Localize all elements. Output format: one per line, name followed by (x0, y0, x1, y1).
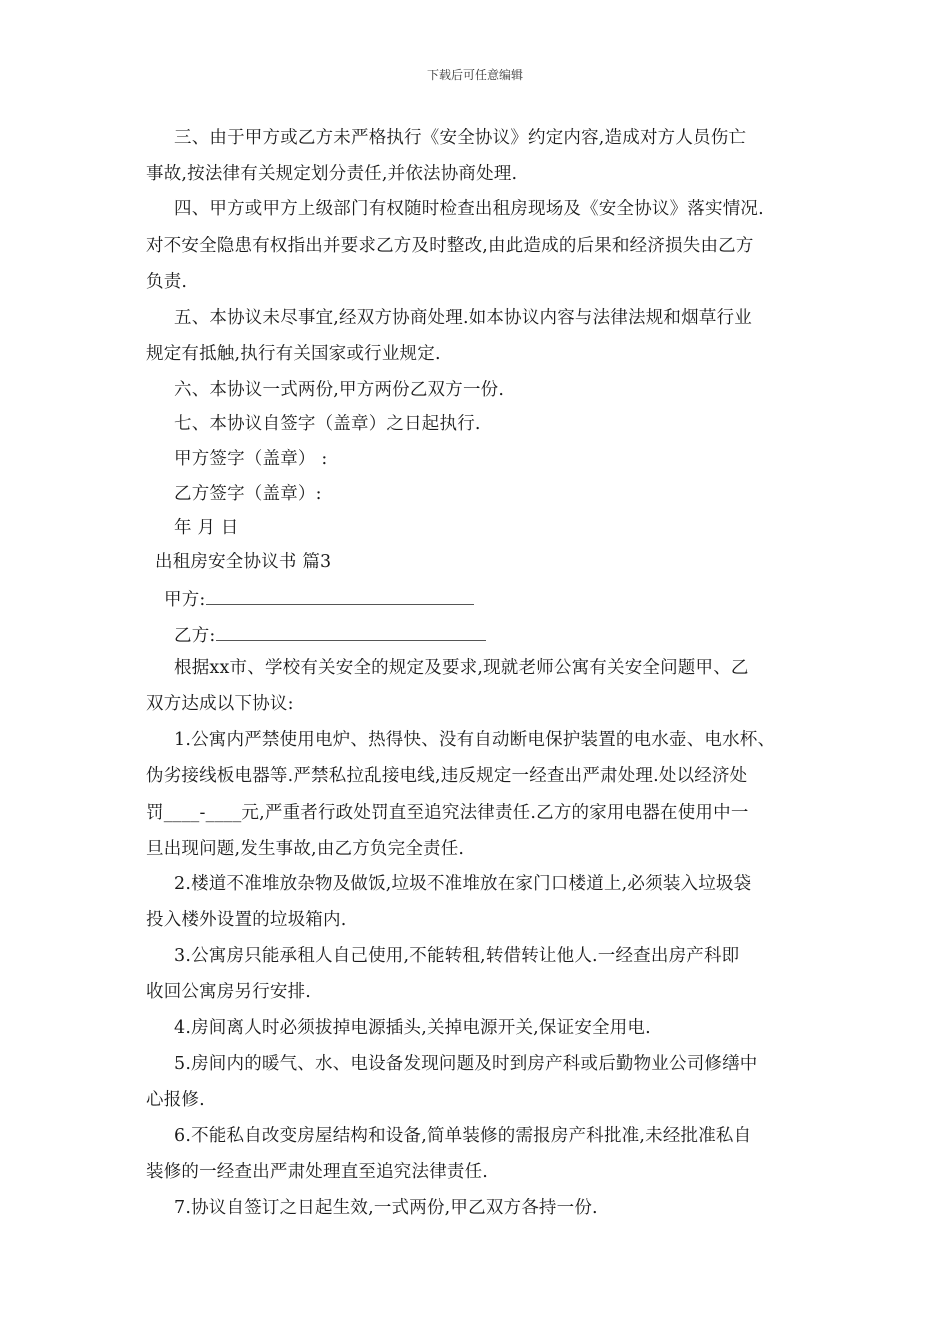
paragraph-line: 根据xx市、学校有关安全的规定及要求,现就老师公寓有关安全问题甲、乙 (174, 658, 749, 678)
party-a-blank (206, 586, 474, 605)
paragraph-line: 伪劣接线板电器等.严禁私拉乱接电线,违反规定一经查出严肃处理.处以经济处 (146, 766, 748, 786)
party-a-label: 甲方: (164, 590, 206, 610)
paragraph-line: 五、本协议未尽事宜,经双方协商处理.如本协议内容与法律法规和烟草行业 (174, 308, 752, 328)
paragraph-line: 4.房间离人时必须拔掉电源插头,关掉电源开关,保证安全用电. (174, 1018, 651, 1038)
section-title: 出租房安全协议书 篇3 (155, 552, 332, 572)
paragraph-line: 6.不能私自改变房屋结构和设备,简单装修的需报房产科批准,未经批准私自 (174, 1126, 752, 1146)
paragraph-line: 2.楼道不准堆放杂物及做饭,垃圾不准堆放在家门口楼道上,必须装入垃圾袋 (174, 874, 752, 894)
signature-party-b: 乙方签字（盖章）: (174, 484, 322, 504)
paragraph-line: 装修的一经查出严肃处理直至追究法律责任. (146, 1162, 489, 1182)
paragraph-line: 旦出现问题,发生事故,由乙方负完全责任. (146, 839, 465, 859)
paragraph-line: 7.协议自签订之日起生效,一式两份,甲乙双方各持一份. (174, 1198, 598, 1218)
party-b-label: 乙方: (174, 626, 216, 646)
paragraph-line: 事故,按法律有关规定划分责任,并依法协商处理. (146, 164, 518, 184)
paragraph-line: 罚____-____元,严重者行政处罚直至追究法律责任.乙方的家用电器在使用中一 (146, 803, 749, 823)
paragraph-line: 六、本协议一式两份,甲方两份乙双方一份. (174, 380, 505, 400)
paragraph-line: 负责. (146, 272, 188, 292)
signature-date: 年 月 日 (174, 518, 239, 538)
paragraph-line: 四、甲方或甲方上级部门有权随时检查出租房现场及《安全协议》落实情况. (174, 199, 764, 219)
paragraph-line: 3.公寓房只能承租人自己使用,不能转租,转借转让他人.一经查出房产科即 (174, 946, 740, 966)
party-a-line (164, 586, 474, 612)
paragraph-line: 投入楼外设置的垃圾箱内. (146, 910, 347, 930)
party-b-line (174, 622, 486, 648)
paragraph-line: 规定有抵触,执行有关国家或行业规定. (146, 344, 441, 364)
paragraph-line: 双方达成以下协议: (146, 694, 294, 714)
paragraph-line: 对不安全隐患有权指出并要求乙方及时整改,由此造成的后果和经济损失由乙方 (146, 236, 754, 256)
paragraph-line: 收回公寓房另行安排. (146, 982, 312, 1002)
signature-party-a: 甲方签字（盖章） : (174, 449, 328, 469)
paragraph-line: 1.公寓内严禁使用电炉、热得快、没有自动断电保护装置的电水壶、电水杯、 (174, 730, 776, 750)
paragraph-line: 5.房间内的暖气、水、电设备发现问题及时到房产科或后勤物业公司修缮中 (174, 1054, 758, 1074)
paragraph-line: 七、本协议自签字（盖章）之日起执行. (174, 414, 481, 434)
page-header: 下载后可任意编辑 (426, 68, 523, 82)
paragraph-line: 三、由于甲方或乙方未严格执行《安全协议》约定内容,造成对方人员伤亡 (174, 128, 747, 148)
paragraph-line: 心报修. (146, 1090, 205, 1110)
party-b-blank (216, 622, 486, 641)
